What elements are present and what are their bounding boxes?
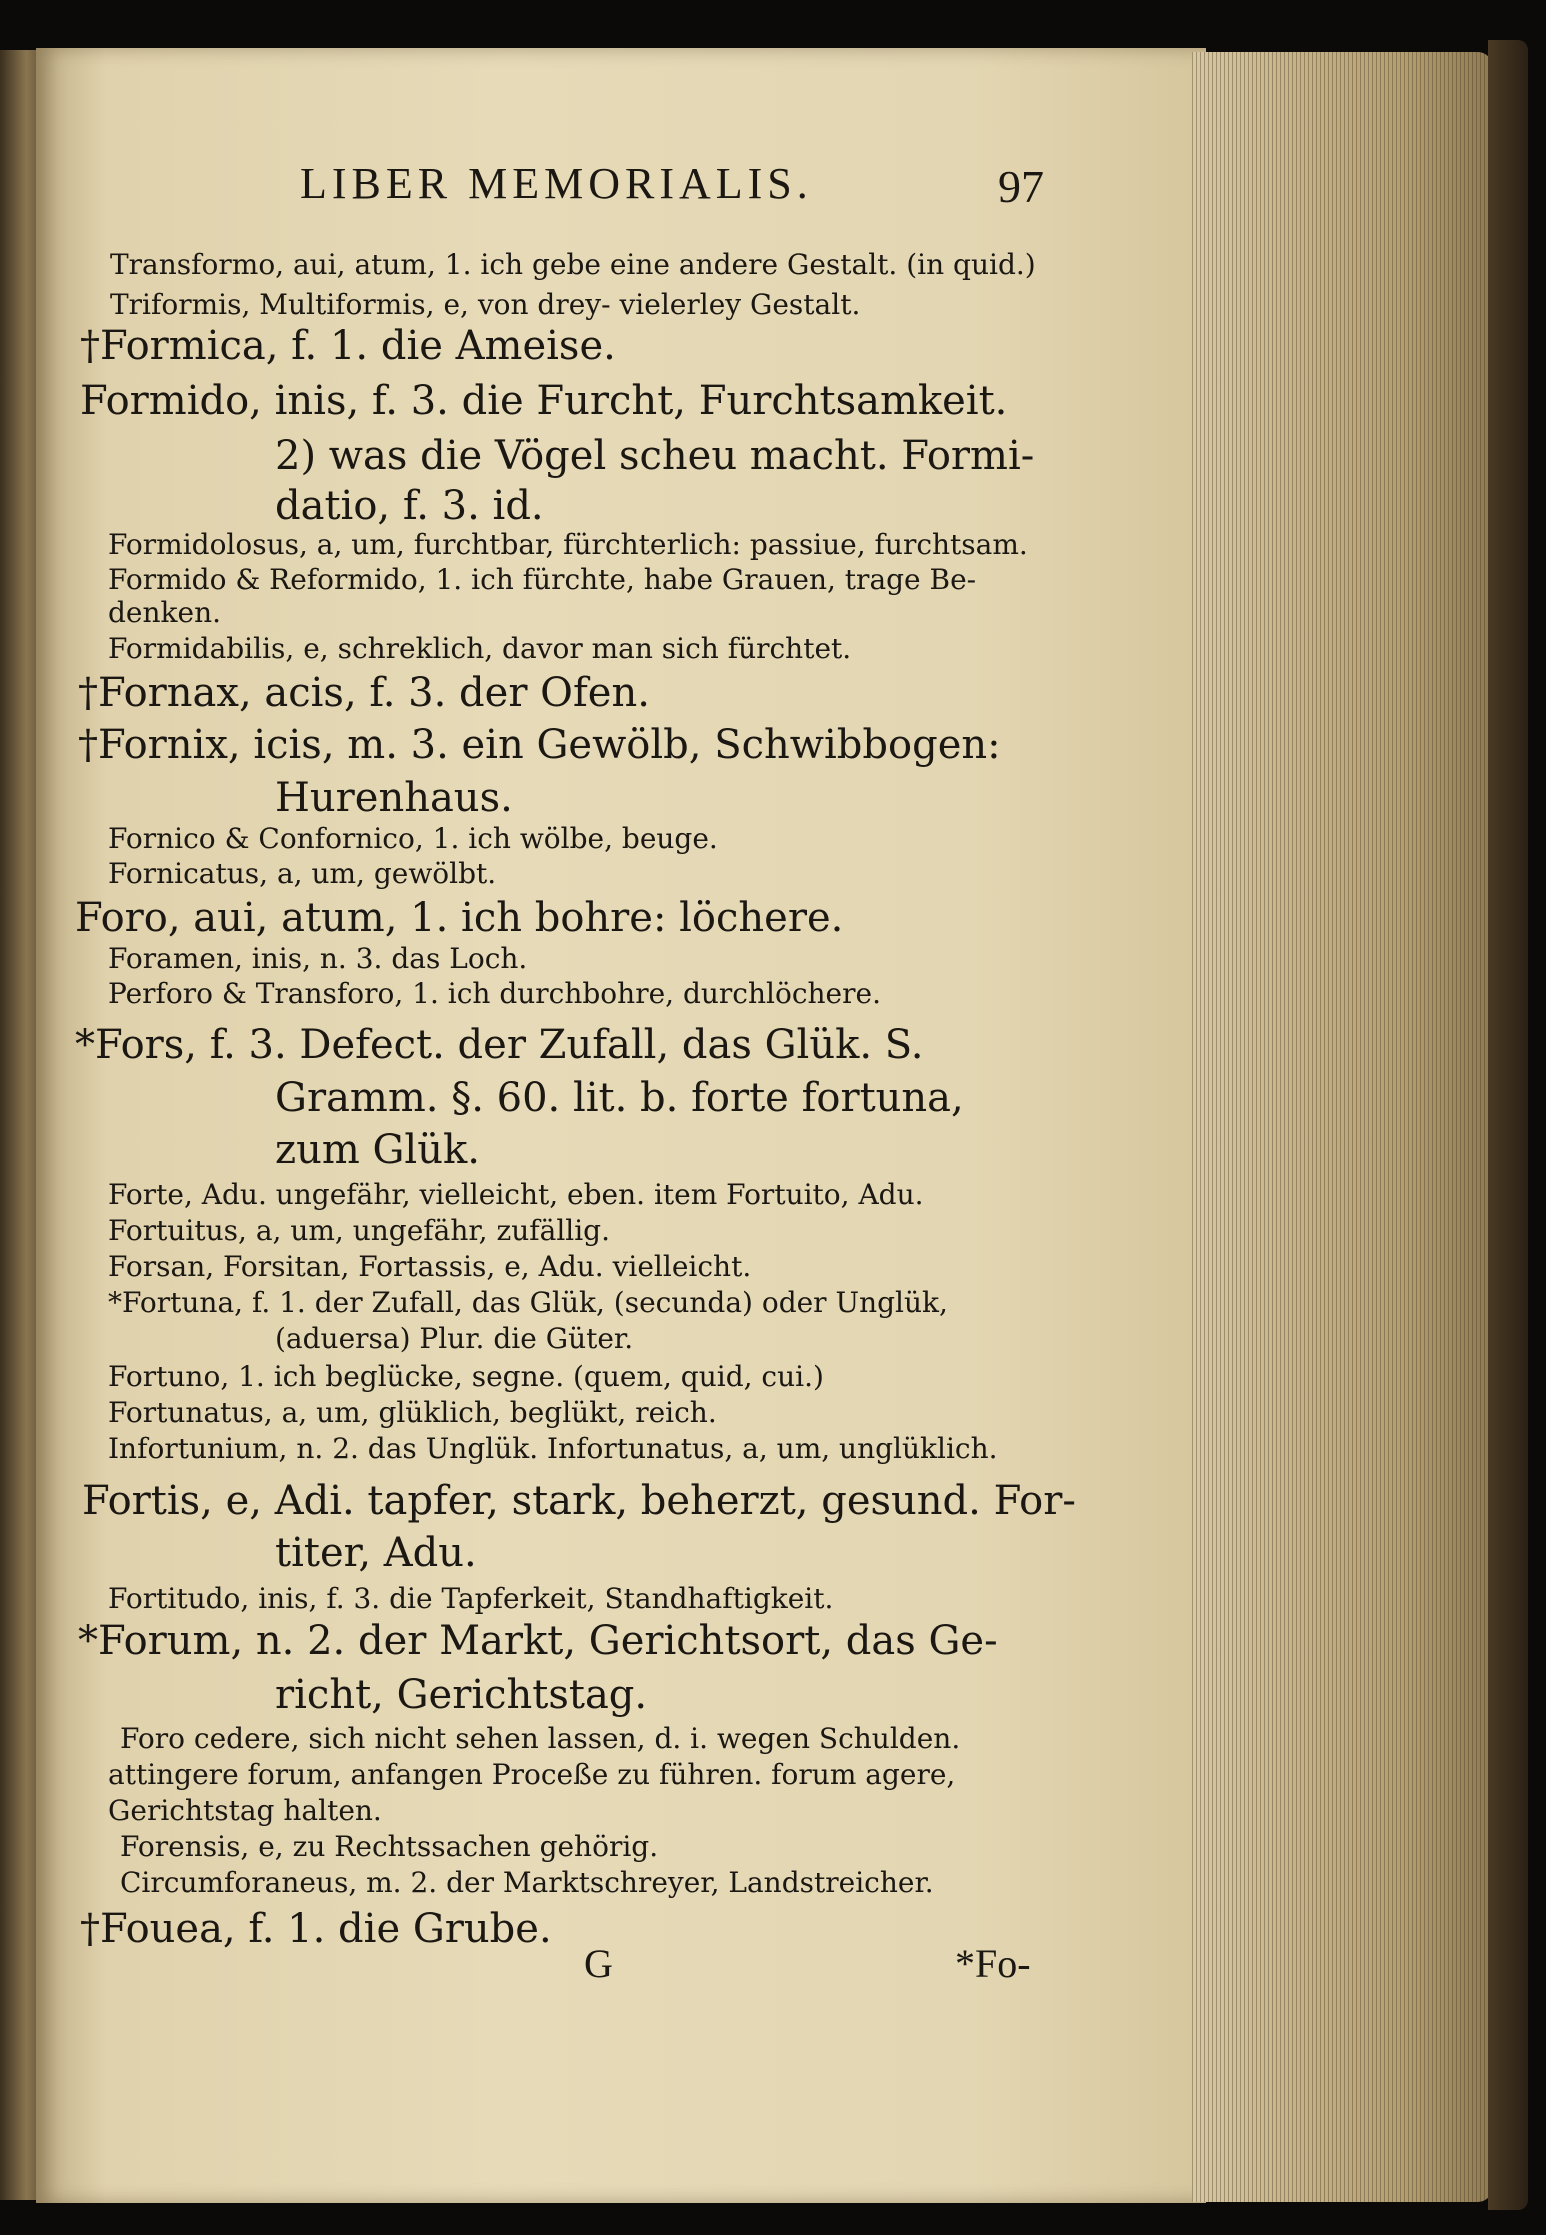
entry-line: Gerichtstag halten. — [108, 1794, 382, 1827]
entry-line: Fortunatus, a, um, glüklich, beglükt, reich. — [108, 1396, 717, 1429]
entry-line: 2) was die Vögel scheu macht. Formi- — [275, 433, 1035, 479]
entry-line: denken. — [108, 596, 221, 629]
entry-line: Fortis, e, Adi. tapfer, stark, beherzt, gesund. For- — [82, 1478, 1076, 1524]
entry-line: *Fors, f. 3. Defect. der Zufall, das Glük. S. — [75, 1022, 924, 1068]
entry-line: *Fortuna, f. 1. der Zufall, das Glük, (secunda) oder Unglük, — [108, 1286, 948, 1319]
entry-line: Forte, Adu. ungefähr, vielleicht, eben. item Fortuito, Adu. — [108, 1178, 924, 1211]
running-head: LIBER MEMORIALIS. — [300, 159, 813, 208]
entry-line: Perforo & Transforo, 1. ich durchbohre, durchlöchere. — [108, 977, 881, 1010]
entry-line: Foro, aui, atum, 1. ich bohre: löchere. — [75, 895, 844, 941]
entry-line: Fortitudo, inis, f. 3. die Tapferkeit, Standhaftigkeit. — [108, 1582, 834, 1615]
entry-line: Forensis, e, zu Rechtssachen gehörig. — [120, 1830, 659, 1863]
entry-line: (aduersa) Plur. die Güter. — [275, 1322, 634, 1355]
entry-line: zum Glük. — [275, 1127, 480, 1173]
entry-line: Infortunium, n. 2. das Unglük. Infortunatus, a, um, unglüklich. — [108, 1432, 998, 1465]
page-edges — [1192, 52, 1492, 2202]
entry-line: Foro cedere, sich nicht sehen lassen, d. i. wegen Schulden. — [120, 1722, 961, 1755]
catchword: *Fo- — [955, 1941, 1031, 1986]
entry-line: †Fouea, f. 1. die Grube. — [80, 1906, 552, 1952]
entry-line: †Formica, f. 1. die Ameise. — [80, 323, 616, 369]
entry-line: Formido & Reformido, 1. ich fürchte, habe Grauen, trage Be- — [108, 563, 977, 596]
entry-line: Gramm. §. 60. lit. b. forte fortuna, — [275, 1075, 964, 1121]
page-number: 97 — [998, 161, 1044, 212]
entry-line: †Fornax, acis, f. 3. der Ofen. — [78, 670, 650, 716]
entry-line: †Fornix, icis, m. 3. ein Gewölb, Schwibbogen: — [78, 722, 1001, 768]
entry-line: Fornicatus, a, um, gewölbt. — [108, 857, 497, 890]
entry-line: titer, Adu. — [275, 1530, 477, 1576]
entry-line: Formidolosus, a, um, furchtbar, fürchterlich: passiue, furchtsam. — [108, 528, 1028, 561]
entry-line: attingere forum, anfangen Proceße zu führen. forum agere, — [108, 1758, 956, 1791]
entry-line: datio, f. 3. id. — [275, 483, 544, 529]
entry-line: Fortuitus, a, um, ungefähr, zufällig. — [108, 1214, 611, 1247]
entry-line: Circumforaneus, m. 2. der Marktschreyer, Landstreicher. — [120, 1866, 934, 1899]
entry-line: Formidabilis, e, schreklich, davor man sich fürchtet. — [108, 632, 852, 665]
entry-line: Hurenhaus. — [275, 775, 513, 821]
entry-line: Foramen, inis, n. 3. das Loch. — [108, 942, 528, 975]
entry-line: *Forum, n. 2. der Markt, Gerichtsort, das Ge- — [78, 1618, 998, 1664]
entry-line: richt, Gerichtstag. — [275, 1672, 648, 1718]
entry-line: Fornico & Confornico, 1. ich wölbe, beuge. — [108, 822, 718, 855]
entry-line: Triformis, Multiformis, e, von drey- vielerley Gestalt. — [110, 288, 861, 321]
entry-line: Forsan, Forsitan, Fortassis, e, Adu. vielleicht. — [108, 1250, 752, 1283]
book-cover-edge — [1488, 40, 1528, 2210]
entry-line: Fortuno, 1. ich beglücke, segne. (quem, quid, cui.) — [108, 1360, 824, 1393]
entry-line: Transformo, aui, atum, 1. ich gebe eine andere Gestalt. (in quid.) — [110, 248, 1036, 281]
signature-mark: G — [584, 1941, 613, 1986]
entry-line: Formido, inis, f. 3. die Furcht, Furchtsamkeit. — [80, 378, 1008, 424]
